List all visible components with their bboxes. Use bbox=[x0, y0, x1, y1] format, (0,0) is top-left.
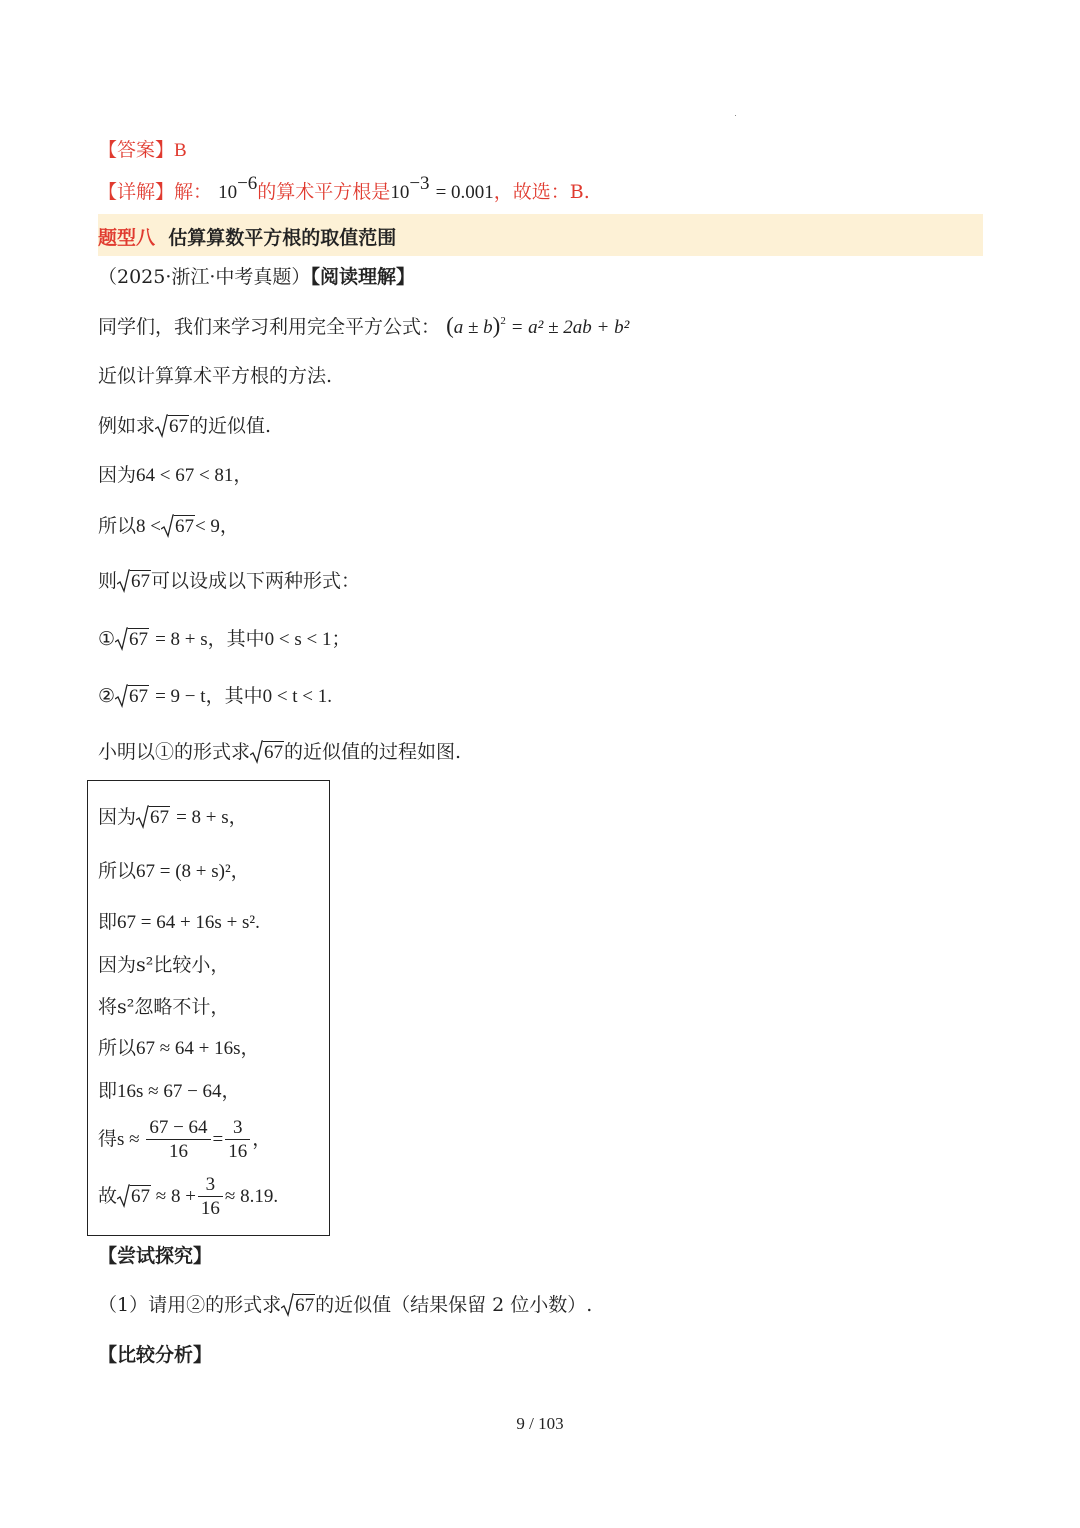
intro-line-1 bbox=[98, 314, 629, 340]
answer-line bbox=[98, 138, 187, 163]
form-1-line bbox=[98, 627, 351, 652]
example-l1-post: 的近似值. bbox=[189, 415, 272, 437]
sqrt-67 bbox=[161, 515, 195, 539]
example-line-3 bbox=[98, 514, 239, 539]
fraction-3-den: 16 bbox=[198, 1196, 223, 1221]
example-l4-pre: 则 bbox=[98, 570, 118, 592]
radicand: 67 bbox=[169, 416, 189, 437]
box-line-5: 将s²忽略不计， bbox=[98, 996, 230, 1018]
box-b8-eq: = bbox=[212, 1128, 224, 1150]
fraction-1 bbox=[146, 1117, 210, 1164]
detail-label: 【详解】 bbox=[98, 181, 175, 203]
example-line-1 bbox=[98, 414, 271, 439]
answer-value: B bbox=[174, 140, 187, 161]
form-2-cond: ，其中0 < t < 1. bbox=[205, 686, 333, 707]
radicand: 67 bbox=[129, 629, 149, 650]
sqrt-67 bbox=[117, 570, 151, 594]
form-2-mark: ② bbox=[98, 685, 116, 707]
example-l3-pre: 所以8 < bbox=[98, 516, 161, 537]
detail-text-2: ，故选：B. bbox=[493, 181, 590, 203]
section-type-label: 题型八 bbox=[98, 227, 156, 249]
box-b1-pre: 因为 bbox=[98, 806, 137, 828]
fraction-3-num: 3 bbox=[205, 1174, 216, 1195]
box-b9-post: ≈ 8.19. bbox=[224, 1185, 279, 1207]
section-heading-bar bbox=[98, 214, 983, 256]
box-b8-pre: 得s ≈ bbox=[98, 1128, 140, 1150]
box-line-2: 所以67 = (8 + s)²， bbox=[98, 861, 250, 882]
box-b8-post: ， bbox=[252, 1128, 272, 1150]
example-l1-pre: 例如求 bbox=[98, 415, 156, 437]
box-line-4: 因为s²比较小， bbox=[98, 954, 230, 976]
example-line-4 bbox=[98, 569, 360, 594]
question-1 bbox=[98, 1293, 592, 1318]
formula-lhs-inner: a ± b bbox=[453, 317, 493, 338]
section-heading bbox=[98, 223, 396, 250]
fraction-1-num: 67 − 64 bbox=[149, 1117, 208, 1138]
radicand: 67 bbox=[131, 1185, 151, 1207]
q1-post: 的近似值（结果保留 2 位小数）. bbox=[315, 1294, 593, 1316]
box-b9-pre: 故 bbox=[98, 1185, 118, 1207]
sqrt-67 bbox=[155, 415, 189, 439]
box-line-1 bbox=[98, 805, 248, 830]
intro-text-1: 同学们，我们来学习利用完全平方公式： bbox=[98, 316, 441, 338]
form-1-cond: ，其中0 < s < 1； bbox=[207, 629, 351, 650]
radicand: 67 bbox=[150, 807, 170, 828]
source-text: （2025·浙江·中考真题） bbox=[98, 266, 311, 288]
radicand: 67 bbox=[129, 686, 149, 707]
source-tag: 【阅读理解】 bbox=[310, 266, 415, 288]
box-line-9 bbox=[98, 1174, 278, 1221]
scan-dot bbox=[735, 115, 736, 116]
intro-line-2: 近似计算算术平方根的方法. bbox=[98, 365, 333, 387]
sqrt-67 bbox=[136, 806, 170, 830]
radicand: 67 bbox=[131, 571, 151, 592]
box-b1-post: = 8 + s， bbox=[176, 807, 248, 828]
sqrt-67 bbox=[250, 741, 284, 765]
detail-text-1: 的算术平方根是 bbox=[257, 181, 391, 203]
sqrt-67 bbox=[115, 628, 149, 652]
source-line bbox=[98, 265, 415, 289]
radicand: 67 bbox=[295, 1295, 315, 1316]
detail-exp-1: −6 bbox=[237, 173, 258, 194]
radicand: 67 bbox=[174, 516, 194, 537]
box-line-3: 即67 = 64 + 16s + s². bbox=[98, 912, 260, 933]
compare-label: 【比较分析】 bbox=[98, 1344, 213, 1366]
sqrt-67 bbox=[115, 685, 149, 709]
form-2-line bbox=[98, 684, 332, 709]
radicand: 67 bbox=[264, 742, 284, 763]
detail-prefix: 解： bbox=[174, 181, 213, 203]
fraction-2-den: 16 bbox=[225, 1139, 250, 1164]
section-title: 估算算数平方根的取值范围 bbox=[168, 227, 397, 249]
fraction-2-num: 3 bbox=[233, 1117, 243, 1138]
formula-rhs: = a² ± 2ab + b² bbox=[510, 317, 630, 338]
formula: $(a \pm b)^2 = a^2 \pm 2ab + b^2$ bbox=[446, 313, 630, 338]
box-line-7: 即16s ≈ 67 − 64， bbox=[98, 1081, 241, 1102]
detail-exp-2: −3 bbox=[409, 173, 430, 194]
sqrt-67 bbox=[117, 1185, 151, 1209]
fraction-2 bbox=[225, 1117, 250, 1164]
example-line-7 bbox=[98, 740, 461, 765]
box-line-8 bbox=[98, 1117, 271, 1164]
example-l3-post: < 9， bbox=[194, 516, 239, 537]
example-l7-pre: 小明以①的形式求 bbox=[98, 741, 251, 763]
box-line-6: 所以67 ≈ 64 + 16s， bbox=[98, 1038, 260, 1059]
form-1-eq: = 8 + s bbox=[155, 629, 208, 650]
sqrt-67 bbox=[281, 1294, 315, 1318]
box-b9-mid: ≈ 8 + bbox=[155, 1185, 196, 1207]
detail-eq: = 0.001 bbox=[435, 182, 494, 203]
q1-pre: （1）请用②的形式求 bbox=[98, 1294, 282, 1316]
page-number: 9 / 103 bbox=[516, 1414, 564, 1433]
try-label: 【尝试探究】 bbox=[98, 1245, 213, 1267]
detail-base-1: 10 bbox=[218, 182, 238, 203]
detail-line bbox=[98, 173, 590, 205]
fraction-3 bbox=[198, 1174, 223, 1221]
answer-label: 【答案】 bbox=[98, 139, 175, 161]
example-l4-post: 可以设成以下两种形式： bbox=[151, 570, 361, 592]
form-1-mark: ① bbox=[98, 628, 116, 650]
detail-base-2: 10 bbox=[390, 182, 410, 203]
example-l7-post: 的近似值的过程如图. bbox=[284, 741, 462, 763]
form-2-eq: = 9 − t bbox=[155, 686, 206, 707]
example-line-2: 因为64 < 67 < 81， bbox=[98, 465, 253, 486]
fraction-1-den: 16 bbox=[146, 1139, 210, 1164]
